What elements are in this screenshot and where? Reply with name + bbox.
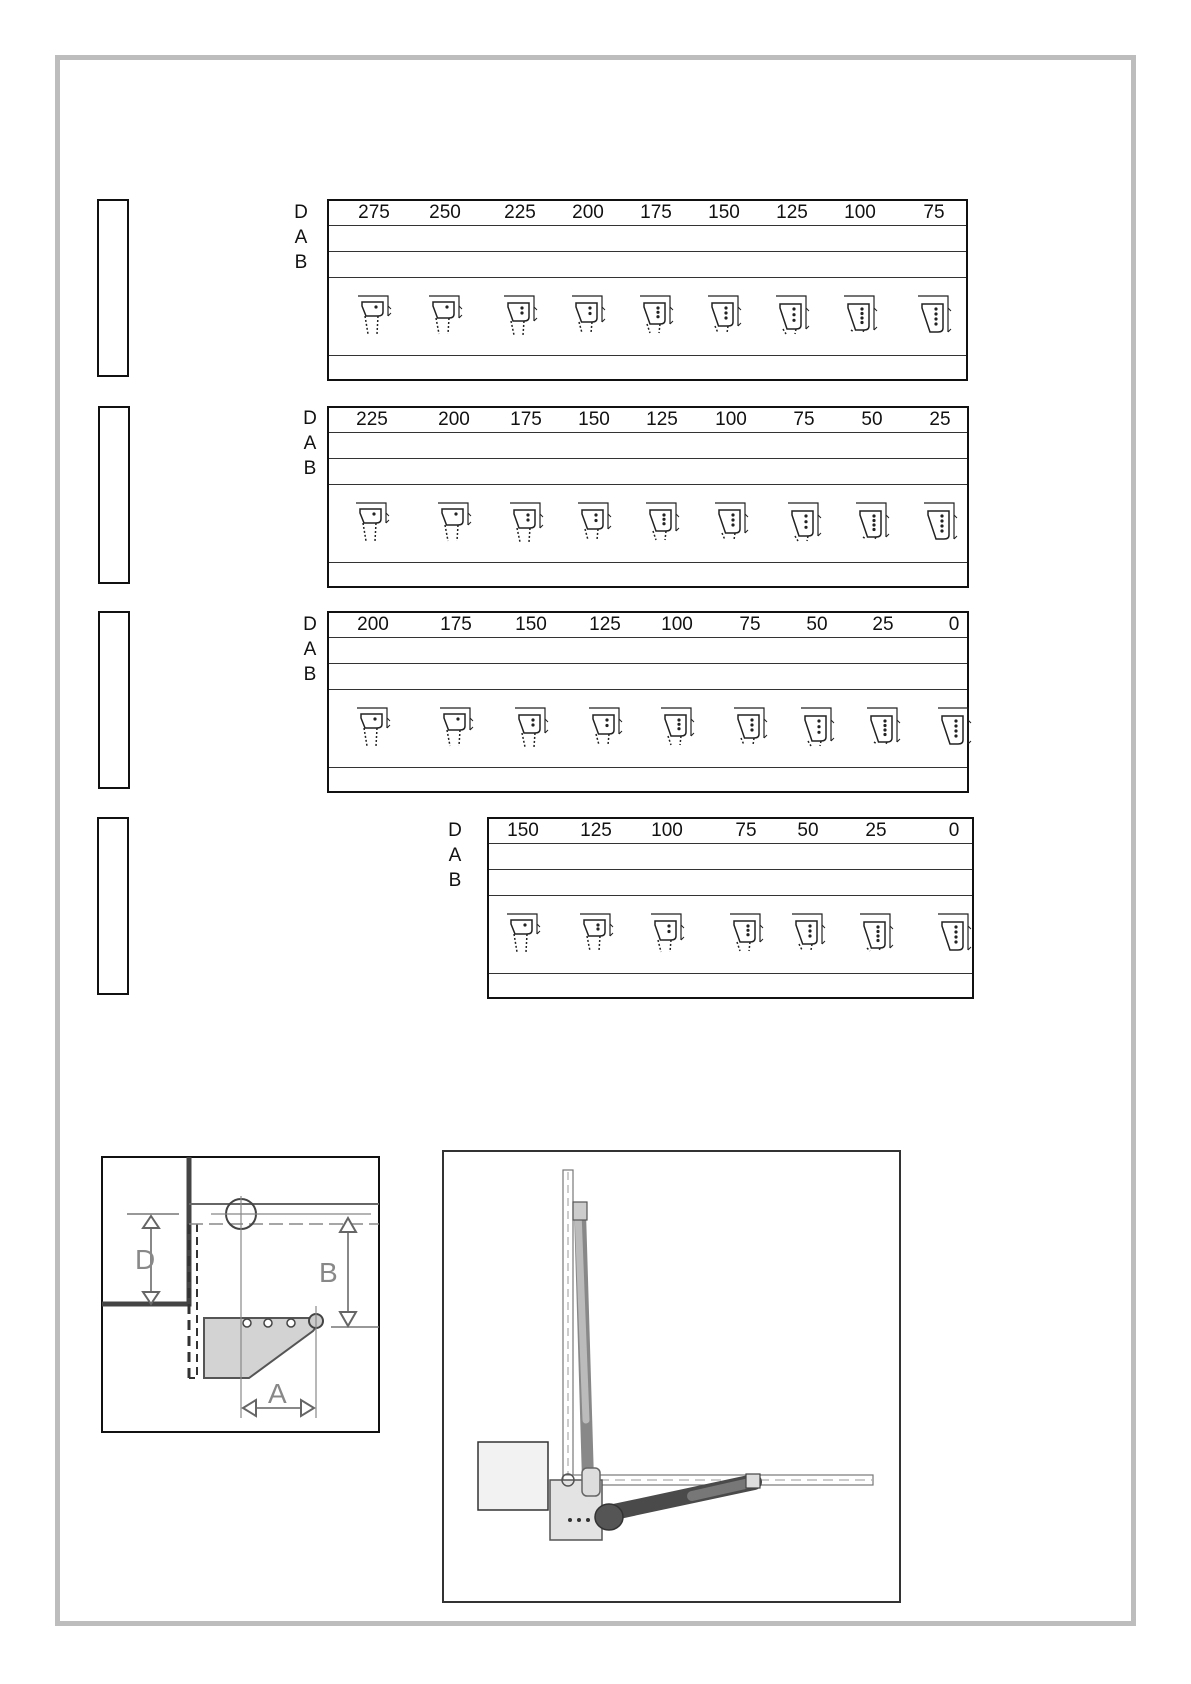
footer-row [329,563,967,586]
bracket-icon [713,501,753,557]
bracket-icon [858,912,898,968]
installation-overview-diagram [442,1150,901,1603]
d-row [329,613,967,638]
bracket-icon [513,706,553,762]
bracket-icon [356,294,396,350]
a-row [329,226,966,252]
bracket-icon [427,294,467,350]
row-label-a: A [303,433,317,454]
bracket-icon [659,706,699,762]
bracket-icon [922,501,962,557]
row-labels-1 [291,200,311,275]
d-value: 25 [929,409,951,430]
a-row [329,433,967,459]
dimension-detail-diagram [101,1156,381,1434]
d-value: 25 [865,820,887,841]
mounting-table-2 [327,406,969,588]
dim-label-b: B [319,1257,338,1288]
bracket-icon [576,501,616,557]
side-box-3 [98,611,130,789]
row-labels-2 [300,406,320,481]
d-value: 50 [806,614,828,635]
bracket-icon [799,706,839,762]
bracket-icon [786,501,826,557]
d-value: 125 [580,820,612,841]
d-value: 75 [793,409,815,430]
mounting-table-1 [327,199,968,381]
side-box-4 [97,817,129,995]
d-value: 200 [438,409,470,430]
row-labels-4 [445,818,465,893]
d-value: 0 [948,614,960,635]
d-value: 0 [948,820,960,841]
bracket-icon [706,294,746,350]
bracket-icon [865,706,905,762]
row-label-d: D [303,614,317,635]
d-value: 275 [358,202,390,223]
d-value: 175 [640,202,672,223]
bracket-icon [732,706,772,762]
bracket-row [329,278,966,356]
bracket-icon [578,912,618,968]
a-row [489,844,972,870]
row-label-d: D [448,820,462,841]
bracket-icon [355,706,395,762]
bracket-icon [436,501,476,557]
bracket-icon [502,294,542,350]
bracket-icon [587,706,627,762]
d-value: 25 [872,614,894,635]
bracket-icon [774,294,814,350]
row-label-b: B [303,458,317,479]
d-value: 225 [356,409,388,430]
bracket-icon [790,912,830,968]
d-value: 75 [735,820,757,841]
row-label-a: A [448,845,462,866]
d-value: 175 [510,409,542,430]
d-value: 100 [715,409,747,430]
bracket-icon [508,501,548,557]
mounting-table-3 [327,611,969,793]
bracket-icon [644,501,684,557]
row-label-a: A [303,639,317,660]
d-value: 150 [507,820,539,841]
d-row [329,408,967,433]
b-row [329,252,966,278]
bracket-icon [570,294,610,350]
d-value: 125 [589,614,621,635]
row-label-b: B [448,870,462,891]
footer-row [489,974,972,997]
row-label-b: B [294,252,308,273]
bracket-icon [438,706,478,762]
side-box-1 [97,199,129,377]
row-label-a: A [294,227,308,248]
d-value: 100 [844,202,876,223]
d-value: 75 [739,614,761,635]
bracket-row [329,690,967,768]
d-value: 100 [651,820,683,841]
d-value: 175 [440,614,472,635]
bracket-icon [916,294,956,350]
bracket-icon [728,912,768,968]
b-row [329,664,967,690]
d-value: 125 [776,202,808,223]
bracket-row [329,485,967,563]
bracket-icon [842,294,882,350]
d-value: 50 [861,409,883,430]
b-row [489,870,972,896]
bracket-icon [505,912,545,968]
bracket-icon [649,912,689,968]
side-box-2 [98,406,130,584]
d-value: 250 [429,202,461,223]
footer-row [329,356,966,379]
footer-row [329,768,967,791]
bracket-icon [854,501,894,557]
d-value: 150 [578,409,610,430]
d-value: 150 [515,614,547,635]
mounting-table-4 [487,817,974,999]
d-value: 200 [357,614,389,635]
d-value: 50 [797,820,819,841]
dim-label-a: A [268,1378,287,1409]
b-row [329,459,967,485]
bracket-row [489,896,972,974]
row-label-b: B [303,664,317,685]
row-label-d: D [303,408,317,429]
dim-label-d: D [135,1244,156,1275]
bracket-icon [354,501,394,557]
row-labels-3 [300,612,320,687]
d-value: 200 [572,202,604,223]
row-label-d: D [294,202,308,223]
d-row [489,819,972,844]
d-value: 75 [923,202,945,223]
d-value: 100 [661,614,693,635]
bracket-icon [936,912,976,968]
d-row [329,201,966,226]
d-value: 150 [708,202,740,223]
bracket-icon [936,706,976,762]
bracket-icon [638,294,678,350]
a-row [329,638,967,664]
d-value: 125 [646,409,678,430]
d-value: 225 [504,202,536,223]
